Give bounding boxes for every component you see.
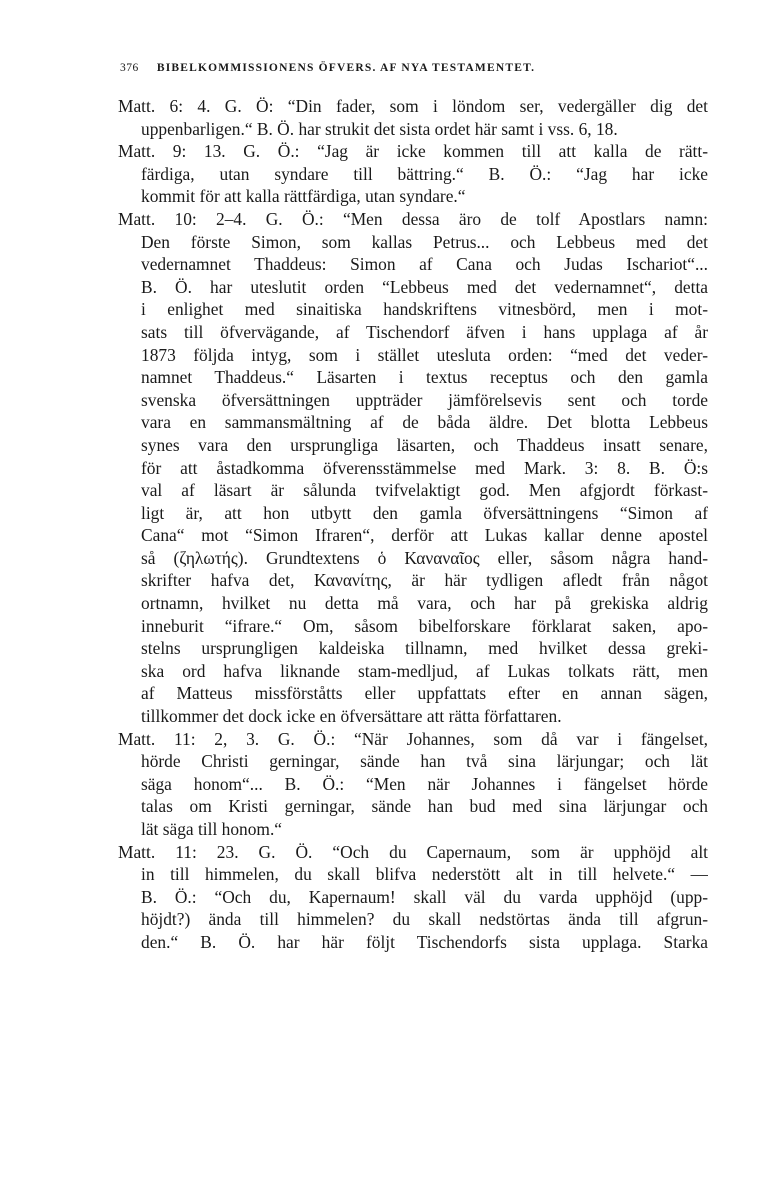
text-line: uppenbarligen.“ B. Ö. har strukit det sista ordet här samt i vss. 6, 18. <box>141 118 618 139</box>
text-line: tillkommer det dock icke en öfversättare att rätta författaren. <box>141 706 562 727</box>
text-line: in till himmelen, du skall blifva nederstött alt in till helvete.“ — <box>141 864 708 885</box>
entry-matt-6-4 <box>118 95 708 140</box>
text-line: inneburit “ifrare.“ Om, såsom bibelforskare förklarat saken, apo- <box>141 615 708 636</box>
text-line: 1873 följda intyg, som i stället utesluta orden: “med det veder- <box>141 344 708 365</box>
text-line: ortnamn, hvilket nu detta må vara, och har på grekiska aldrig <box>141 593 708 614</box>
text-line: kommit för att kalla rättfärdiga, utan syndare.“ <box>141 186 466 207</box>
text-line: färdiga, utan syndare till bättring.“ B. Ö.: “Jag har icke <box>141 163 708 184</box>
text-line: Matt. 9: 13. G. Ö.: “Jag är icke kommen till att kalla de rätt- <box>118 141 708 162</box>
text-line: höjdt?) ända till himmelen? du skall nedstörtas ända till afgrun- <box>141 909 708 930</box>
page-body <box>118 95 708 954</box>
text-line: Matt. 11: 2, 3. G. Ö.: “När Johannes, som då var i fängelset, <box>118 728 708 749</box>
entry-matt-11-2-3 <box>118 728 708 841</box>
page-number: 376 <box>120 62 139 74</box>
running-title: BIBELKOMMISSIONENS ÖFVERS. AF NYA TESTAMENTET. <box>156 62 536 74</box>
entry-matt-11-23 <box>118 841 708 954</box>
text-line: namnet Thaddeus.“ Läsarten i textus receptus och den gamla <box>141 367 708 388</box>
text-line: säga honom“... B. Ö.: “Men när Johannes i fängelset hörde <box>141 773 708 794</box>
text-line: ska ord hafva liknande stam-medljud, af Lukas tolkats rätt, men <box>141 660 708 681</box>
text-line: B. Ö. har uteslutit orden “Lebbeus med det vedernamnet“, detta <box>141 276 708 297</box>
text-line: vedernamnet Thaddeus: Simon af Cana och Judas Ischariot“... <box>141 254 708 275</box>
text-line: af Matteus missförståtts eller uppfattats efter en annan sägen, <box>141 683 708 704</box>
text-line: vara en sammansmältning af de båda äldre. Det blotta Lebbeus <box>141 412 708 433</box>
text-line: Den förste Simon, som kallas Petrus... och Lebbeus med det <box>141 231 708 252</box>
text-line: så (ζηλωτής). Grundtextens ὁ Καναναῖος eller, såsom några hand- <box>141 547 708 568</box>
text-line: synes vara den ursprungliga läsarten, och Thaddeus insatt senare, <box>141 434 708 455</box>
entry-matt-9-13 <box>118 140 708 208</box>
text-line: ligt är, att hon utbytt den gamla öfversättningens “Simon af <box>141 502 708 523</box>
text-line: val af läsart är sålunda tvifvelaktigt god. Men afgjordt förkast- <box>141 480 708 501</box>
text-line: den.“ B. Ö. har här följt Tischendorfs sista upplaga. Starka <box>141 931 708 952</box>
page-header <box>120 62 720 74</box>
text-line: Matt. 11: 23. G. Ö. “Och du Capernaum, som är upphöjd alt <box>118 841 708 862</box>
text-line: hörde Christi gerningar, sände han två sina lärjungar; och lät <box>141 751 708 772</box>
text-line: stelns ursprungligen kaldeiska tillnamn, med hvilket dessa greki- <box>141 638 708 659</box>
text-line: sats till öfvervägande, af Tischendorf äfven i hans upplaga af år <box>141 321 708 342</box>
text-line: svenska öfversättningen uppträder jämförelsevis sent och torde <box>141 389 708 410</box>
text-line: Matt. 6: 4. G. Ö: “Din fader, som i löndom ser, vedergäller dig det <box>118 96 708 116</box>
text-line: B. Ö.: “Och du, Kapernaum! skall väl du varda upphöjd (upp- <box>141 886 708 907</box>
text-line: Cana“ mot “Simon Ifraren“, derför att Lukas kallar denne apostel <box>141 525 708 546</box>
text-line: talas om Kristi gerningar, sände han bud med sina lärjungar och <box>141 796 708 817</box>
text-line: skrifter hafva det, Κανανίτης, är här tydligen afledt från något <box>141 570 708 591</box>
text-line: lät säga till honom.“ <box>141 819 283 839</box>
text-line: Matt. 10: 2–4. G. Ö.: “Men dessa äro de tolf Apostlars namn: <box>118 208 708 229</box>
text-line: i enlighet med sinaitiska handskriftens vitnesbörd, men i mot- <box>141 299 708 320</box>
text-line: för att åstadkomma öfverensstämmelse med Mark. 3: 8. B. Ö:s <box>141 457 708 478</box>
entry-matt-10-2-4 <box>118 208 708 728</box>
